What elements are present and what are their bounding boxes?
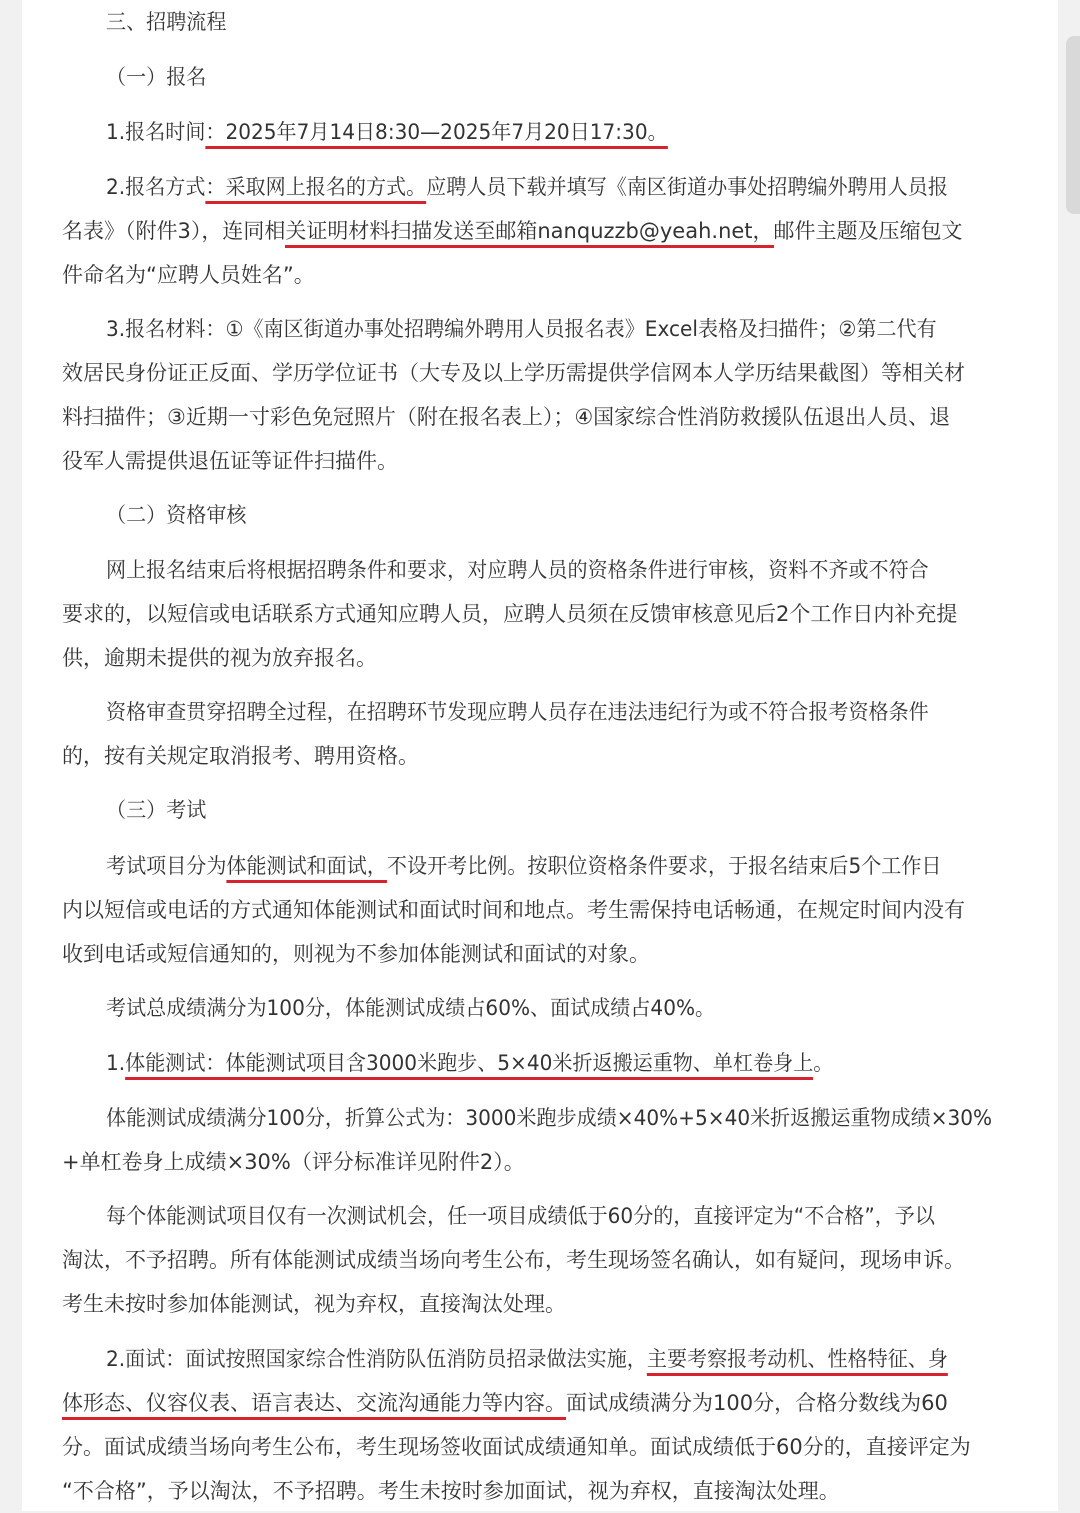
signup-time: 1.报名时间：2025年7月14日8:30—2025年7月20日17:30。: [106, 110, 1052, 154]
sec2-heading: （二）资格审核: [106, 503, 247, 527]
section-title: 三、招聘流程: [106, 10, 227, 34]
email-underlined: 关证明材料扫描发送至邮箱nanquzzb@yeah.net，: [285, 219, 773, 248]
exam-items-underlined: 体能测试和面试，: [226, 854, 387, 883]
document-page: [22, 0, 1058, 1511]
exam-p1-line2: 内以短信或电话的方式通知体能测试和面试时间和地点。考生需保持电话畅通，在规定时间内没有: [62, 898, 965, 922]
signup-time-underlined: ：2025年7月14日8:30—2025年7月20日17:30。: [205, 120, 667, 149]
materials-line1: 3.报名材料：①《南区街道办事处招聘编外聘用人员报名表》Excel表格及扫描件；②第二代有: [106, 317, 937, 341]
interview-focus-underlined-1: 主要考察报考动机、性格特征、身: [647, 1347, 948, 1376]
review-p1-line1: 网上报名结束后将根据招聘条件和要求，对应聘人员的资格条件进行审核，资料不齐或不符合: [106, 558, 929, 582]
scrollbar-thumb[interactable]: [1066, 36, 1080, 214]
physical-test-items: 1.体能测试：体能测试项目含3000米跑步、5×40米折返搬运重物、单杠卷身上。: [106, 1041, 1052, 1085]
physical-rule-line2: 淘汰，不予招聘。所有体能测试成绩当场向考生公布，考生现场签名确认，如有疑问，现场申诉。: [62, 1248, 965, 1272]
interview-line3: 分。面试成绩当场向考生公布，考生现场签收面试成绩通知单。面试成绩低于60分的，直接评定为: [62, 1435, 971, 1459]
review-p2-line1: 资格审查贯穿招聘全过程，在招聘环节发现应聘人员存在违法违纪行为或不符合报考资格条件: [106, 700, 929, 724]
materials-line4: 役军人需提供退伍证等证件扫描件。: [62, 449, 398, 473]
interview-line4: “不合格”，予以淘汰，不予招聘。考生未按时参加面试，视为弃权，直接淘汰处理。: [62, 1479, 840, 1503]
sec1-heading: （一）报名: [106, 65, 207, 89]
interview-focus-underlined-2: 体形态、仪容仪表、语言表达、交流沟通能力等内容。: [62, 1391, 566, 1420]
formula-line1: 体能测试成绩满分100分，折算公式为：3000米跑步成绩×40%+5×40米折返搬运重物成绩×30%: [106, 1106, 993, 1130]
exam-p1-line3: 收到电话或短信通知的，则视为不参加体能测试和面试的对象。: [62, 942, 650, 966]
review-p1-line2: 要求的，以短信或电话联系方式通知应聘人员，应聘人员须在反馈审核意见后2个工作日内补充提: [62, 602, 958, 626]
exam-score-split: 考试总成绩满分为100分，体能测试成绩占60%、面试成绩占40%。: [106, 996, 716, 1020]
sec3-heading: （三）考试: [106, 798, 207, 822]
review-p1-line3: 供，逾期未提供的视为放弃报名。: [62, 646, 377, 670]
interview-line1: 2.面试：面试按照国家综合性消防队伍消防员招录做法实施，主要考察报考动机、性格特征、身: [106, 1337, 1052, 1381]
formula-line2: +单杠卷身上成绩×30%（评分标准详见附件2）。: [62, 1150, 525, 1174]
materials-line2: 效居民身份证正反面、学历学位证书（大专及以上学历需提供学信网本人学历结果截图）等相关材: [62, 361, 965, 385]
physical-rule-line1: 每个体能测试项目仅有一次测试机会，任一项目成绩低于60分的，直接评定为“不合格”，予以: [106, 1204, 935, 1228]
physical-test-underlined: 体能测试：体能测试项目含3000米跑步、5×40米折返搬运重物、单杠卷身上: [125, 1051, 813, 1080]
materials-line3: 料扫描件；③近期一寸彩色免冠照片（附在报名表上）；④国家综合性消防救援队伍退出人员、退: [62, 405, 951, 429]
physical-rule-line3: 考生未按时参加体能测试，视为弃权，直接淘汰处理。: [62, 1292, 566, 1316]
review-p2-line2: 的，按有关规定取消报考、聘用资格。: [62, 744, 419, 768]
signup-method-underlined: ：采取网上报名的方式。: [205, 175, 426, 204]
exam-p1-line1: 考试项目分为体能测试和面试，不设开考比例。按职位资格条件要求，于报名结束后5个工作日: [106, 844, 1052, 888]
interview-line2: 体形态、仪容仪表、语言表达、交流沟通能力等内容。面试成绩满分为100分，合格分数线为60: [62, 1381, 1052, 1425]
signup-method-line1: 2.报名方式：采取网上报名的方式。应聘人员下载并填写《南区街道办事处招聘编外聘用人员报: [106, 165, 1052, 209]
signup-method-line2: 名表》（附件3），连同相关证明材料扫描发送至邮箱nanquzzb@yeah.net，邮件主题及压缩包文: [62, 209, 1052, 253]
signup-method-line3: 件命名为“应聘人员姓名”。: [62, 263, 315, 287]
